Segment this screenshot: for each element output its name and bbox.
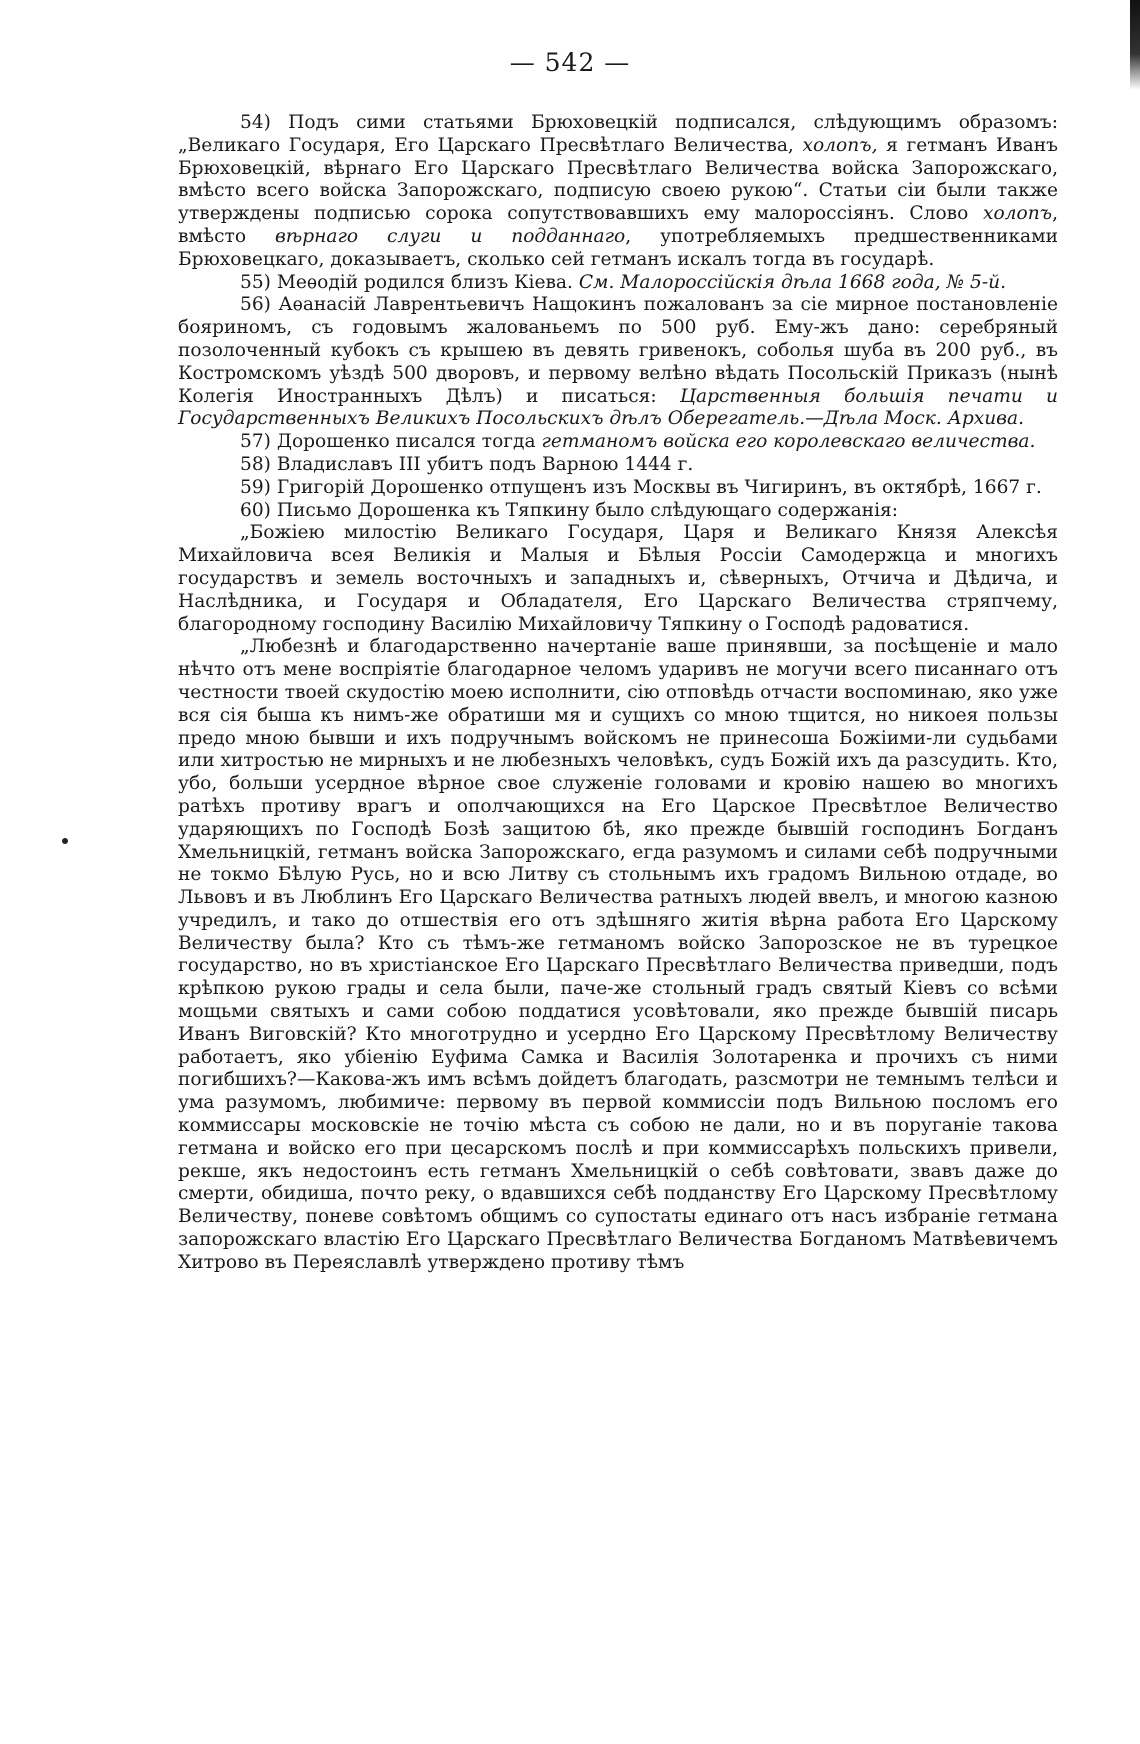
note-54 [178, 112, 1058, 272]
note-59: 59) Григорій Дорошенко отпущенъ изъ Москвы въ Чигиринъ, въ октябрѣ, 1667 г. [240, 476, 1042, 498]
letter-paragraph-2: „Любезнѣ и благодарственно начертаніе ваше принявши, за посѣщеніе и мало нѣчто отъ мене воспріятіе благодарное челомъ ударивъ не могучи всего писаннаго отъ честности твоей скудостію моею исполнити, сію отповѣдь отчасти воспоминаю, яко уже вся сія быша къ нимъ-же обратиши мя и сущихъ со мною тщится, но никоея пользы предо мною бывши и ихъ подручнымъ войскомъ не принесоша Божіими-ли судьбами или хитростью не мирныхъ и не любезныхъ человѣкъ, судъ Божій ихъ да разсудить. Кто, убо, больши усердное вѣрное свое служеніе головами и кровію нашею во многихъ ратѣхъ противу врагъ и ополчающихся на Его Царское Пресвѣтлое Величество ударяющихъ по Господѣ Бозѣ защитою бѣ, яко прежде бывшій господинъ Богданъ Хмельницкій, гетманъ войска Запорожскаго, егда разумомъ и силами себѣ подручными не токмо Бѣлую Русь, но и всю Литву съ стольнымъ ихъ градомъ Вильною отдаде, во Львовъ и въ Люблинъ Его Царскаго Величества ратныхъ людей ввелъ, и многою казною учредилъ, и тако до отшествія его отъ здѣшняго житія вѣрна работа Его Царскому Величеству была? Кто съ тѣмъ-же гетманомъ войско Запорозское не въ турецкое государство, но въ христіанское Его Царскаго Пресвѣтлаго Величества приведши, подъ крѣпкою рукою грады и села были, паче-же стольный градъ святый Кіевъ со всѣми мощьми святыхъ и сами собою поддатися усовѣтовали, яко прежде бывшій писарь Иванъ Виговскій? Кто многотрудно и усердно Его Царскому Пресвѣтлому Величеству работаетъ, яко убіенію Еуфима Самка и Василія Золотаренка и прочихъ съ ними погибшихъ?—Какова-жъ имъ всѣмъ дойдетъ благодать, разсмотри не темнымъ телѣси и ума разумомъ, любимиче: первому въ первой коммиссіи подъ Вильною посломъ его коммиссары московскіе не точію мѣста съ собою не дали, но и въ поруганіе такова гетмана и войско его при цесарскомъ послѣ и при коммиссарѣхъ польскихъ привели, рекше, якъ недостоинъ есть гетманъ Хмельницкій о себѣ совѣтовати, звавъ даже до смерти, обидиша, почто реку, о вдавшихся себѣ подданству Его Царскому Пресвѣтлому Величеству, поневе совѣтомъ общимъ со супостаты единаго отъ насъ избраніе гетмана запорожскаго властію Его Царскаго Пресвѣтлаго Величества Богданомъ Матвѣевичемъ Хитрово въ Переяславлѣ утверждено противу тѣмъ [178, 636, 1058, 1273]
ink-speck [62, 838, 68, 844]
note-54-italic-a: холопъ, [802, 134, 878, 156]
note-57 [178, 431, 1058, 454]
note-54-text-d: , употребляемыхъ предшественниками Брюховецкаго, доказываетъ, сколько сей гетманъ искалъ тогда въ государѣ. [178, 225, 1059, 270]
note-56-italic-a: Царственныя большія печати и Государственныхъ Великихъ Посольскихъ дѣлъ Оберегатель.—Дѣла Моск. Архива. [178, 385, 1058, 430]
note-57-italic-a: гетманомъ войска его королевскаго величества. [541, 431, 1036, 453]
notes-body [178, 112, 1058, 1275]
page-number: — 542 — [509, 48, 631, 77]
note-55 [178, 272, 1058, 295]
note-56 [178, 294, 1058, 431]
note-54-text-c: , вмѣсто [178, 203, 1058, 247]
letter-paragraph-1: „Божіею милостію Великаго Государя, Царя и Великаго Князя Алексѣя Михайловича всея Великія и Малыя и Бѣлыя Россіи Самодержца и многихъ государствъ и земель восточныхъ и западныхъ и, сѣверныхъ, Отчича и Дѣдича, и Наслѣдника, и Государя и Обладателя, Его Царскаго Величества стряпчему, благородному господину Василію Михайловичу Тяпкину о Господѣ радоватися. [178, 522, 1058, 635]
note-55-italic-a: См. Малороссійскія дѣла 1668 года, № 5-й. [578, 271, 1007, 293]
note-55-text-a: 55) Меѳодій родился близъ Кіева. [240, 271, 579, 293]
note-58: 58) Владиславъ III убитъ подъ Варною 1444 г. [240, 453, 694, 475]
note-57-text-a: 57) Дорошенко писался тогда [240, 431, 542, 453]
note-54-italic-b: холопъ [982, 203, 1053, 225]
note-56-text-a: 56) Аѳанасій Лаврентьевичъ Нащокинъ пожалованъ за сіе мирное постановленіе бояриномъ, съ годовымъ жалованьемъ по 500 руб. Ему-жъ дано: серебряный позолоченный кубокъ съ крышею въ девять гривенокъ, соболья шуба въ 200 руб., въ Костромскомъ уѣздѣ 500 дворовъ, и первому велѣно вѣдать Посольскій Приказъ (нынѣ Колегія Иностранныхъ Дѣлъ) и писаться: [178, 294, 1058, 407]
note-54-text-a: 54) Подъ сими статьями Брюховецкій подписался, слѣдующимъ образомъ: „Великаго Государя, Его Царскаго Пресвѣтлаго Величества, [178, 112, 1058, 156]
note-54-text-b: я гетманъ Иванъ Брюховецкій, вѣрнаго Его Царскаго Пресвѣтлаго Величества войска Запорожскаго, вмѣсто всего войска Запорожскаго, подписую своею рукою“. Статьи сіи были также утверждены подписью сорока сопутствовавшихъ ему малороссіянъ. Слово [178, 134, 1058, 225]
note-54-italic-c: вѣрнаго слуги и подданнаго [274, 225, 626, 247]
note-60: 60) Письмо Дорошенка къ Тяпкину было слѣдующаго содержанія: [240, 499, 899, 521]
